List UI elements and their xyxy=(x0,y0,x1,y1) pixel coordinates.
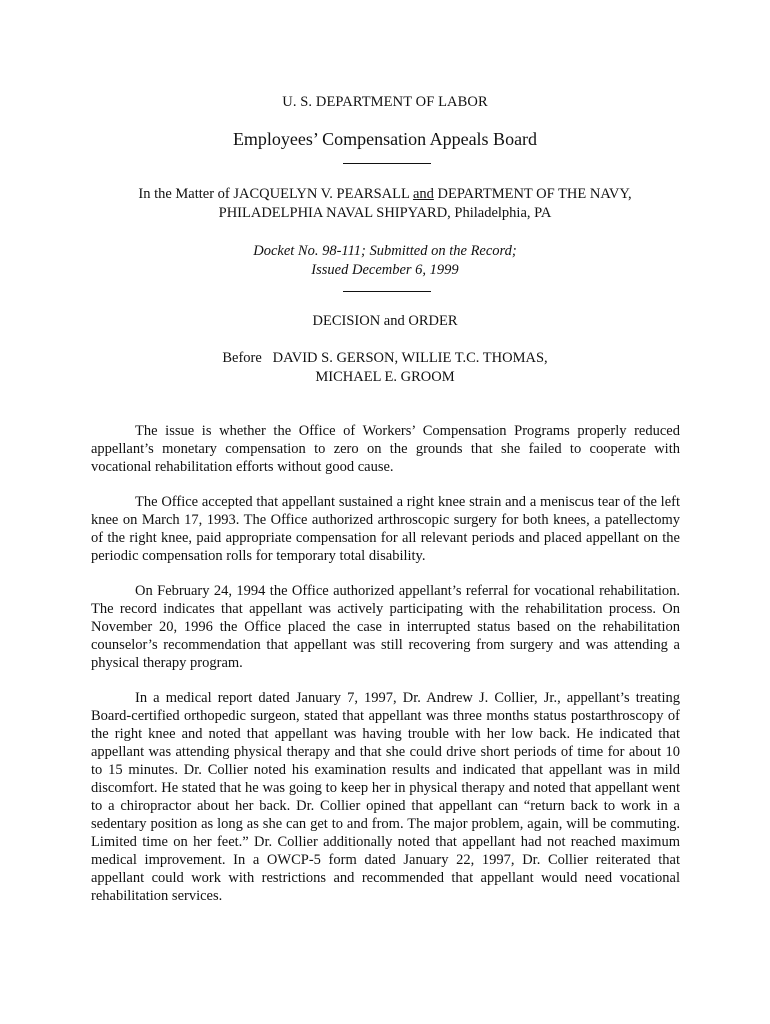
body-paragraph: The issue is whether the Office of Workers’ Compensation Programs properly reduced appellant’s monetary compensation to zero on the grounds that she failed to cooperate with vocational rehabilitation efforts without good cause. xyxy=(91,423,680,475)
case-caption-line-1 xyxy=(0,185,770,204)
department-heading: U. S. DEPARTMENT OF LABOR xyxy=(282,94,488,110)
docket-line-2: Issued December 6, 1999 xyxy=(311,262,459,278)
divider-rule xyxy=(343,163,431,164)
panel-line-1: Before DAVID S. GERSON, WILLIE T.C. THOMAS, xyxy=(222,350,548,366)
body-paragraph: On February 24, 1994 the Office authorized appellant’s referral for vocational rehabilitation. The record indicates that appellant was actively participating with the rehabilitation process. On November 20, 1996 the Office placed the case in interrupted status based on the rehabilitation counselor’s recommendation that appellant was still recovering from surgery and was attending a physical therapy program. xyxy=(91,583,680,671)
caption-suffix: DEPARTMENT OF THE NAVY, xyxy=(433,186,632,202)
docket-info xyxy=(0,242,770,280)
panel-members xyxy=(0,349,770,387)
body-paragraph: The Office accepted that appellant sustained a right knee strain and a meniscus tear of the left knee on March 17, 1993. The Office authorized arthroscopic surgery for both knees, a patellectomy of the right knee, paid appropriate compensation for all relevant periods and placed appellant on the periodic compensation rolls for temporary total disability. xyxy=(91,494,680,564)
case-caption xyxy=(0,185,770,223)
case-caption-line-2: PHILADELPHIA NAVAL SHIPYARD, Philadelphia, PA xyxy=(218,205,552,221)
docket-line-1: Docket No. 98-111; Submitted on the Record; xyxy=(253,243,517,259)
panel-line-2: MICHAEL E. GROOM xyxy=(315,369,455,385)
decision-title: DECISION and ORDER xyxy=(312,313,458,329)
decision-body xyxy=(91,422,680,922)
divider-rule xyxy=(343,291,431,292)
caption-and: and xyxy=(412,186,434,202)
body-paragraph: In a medical report dated January 7, 1997, Dr. Andrew J. Collier, Jr., appellant’s treating Board-certified orthopedic surgeon, stated that appellant was three months status postarthroscopy of the right knee and noted that appellant was having trouble with her low back. He indicated that appellant was attending physical therapy and that she could drive short periods of time for about 10 to 15 minutes. Dr. Collier noted his examination results and indicated that appellant was in mild discomfort. He stated that he was going to keep her in physical therapy and noted that appellant went to a chiropractor about her back. Dr. Collier opined that appellant can “return back to work in a sedentary position as long as she can get to and from. The major problem, again, will be commuting. Limited time on her feet.” Dr. Collier additionally noted that appellant had not reached maximum medical improvement. In a OWCP-5 form dated January 22, 1997, Dr. Collier reiterated that appellant could work with restrictions and recommended that appellant would need vocational rehabilitation services. xyxy=(91,690,680,904)
board-title: Employees’ Compensation Appeals Board xyxy=(232,129,538,149)
caption-prefix: In the Matter of JACQUELYN V. PEARSALL xyxy=(138,186,413,202)
